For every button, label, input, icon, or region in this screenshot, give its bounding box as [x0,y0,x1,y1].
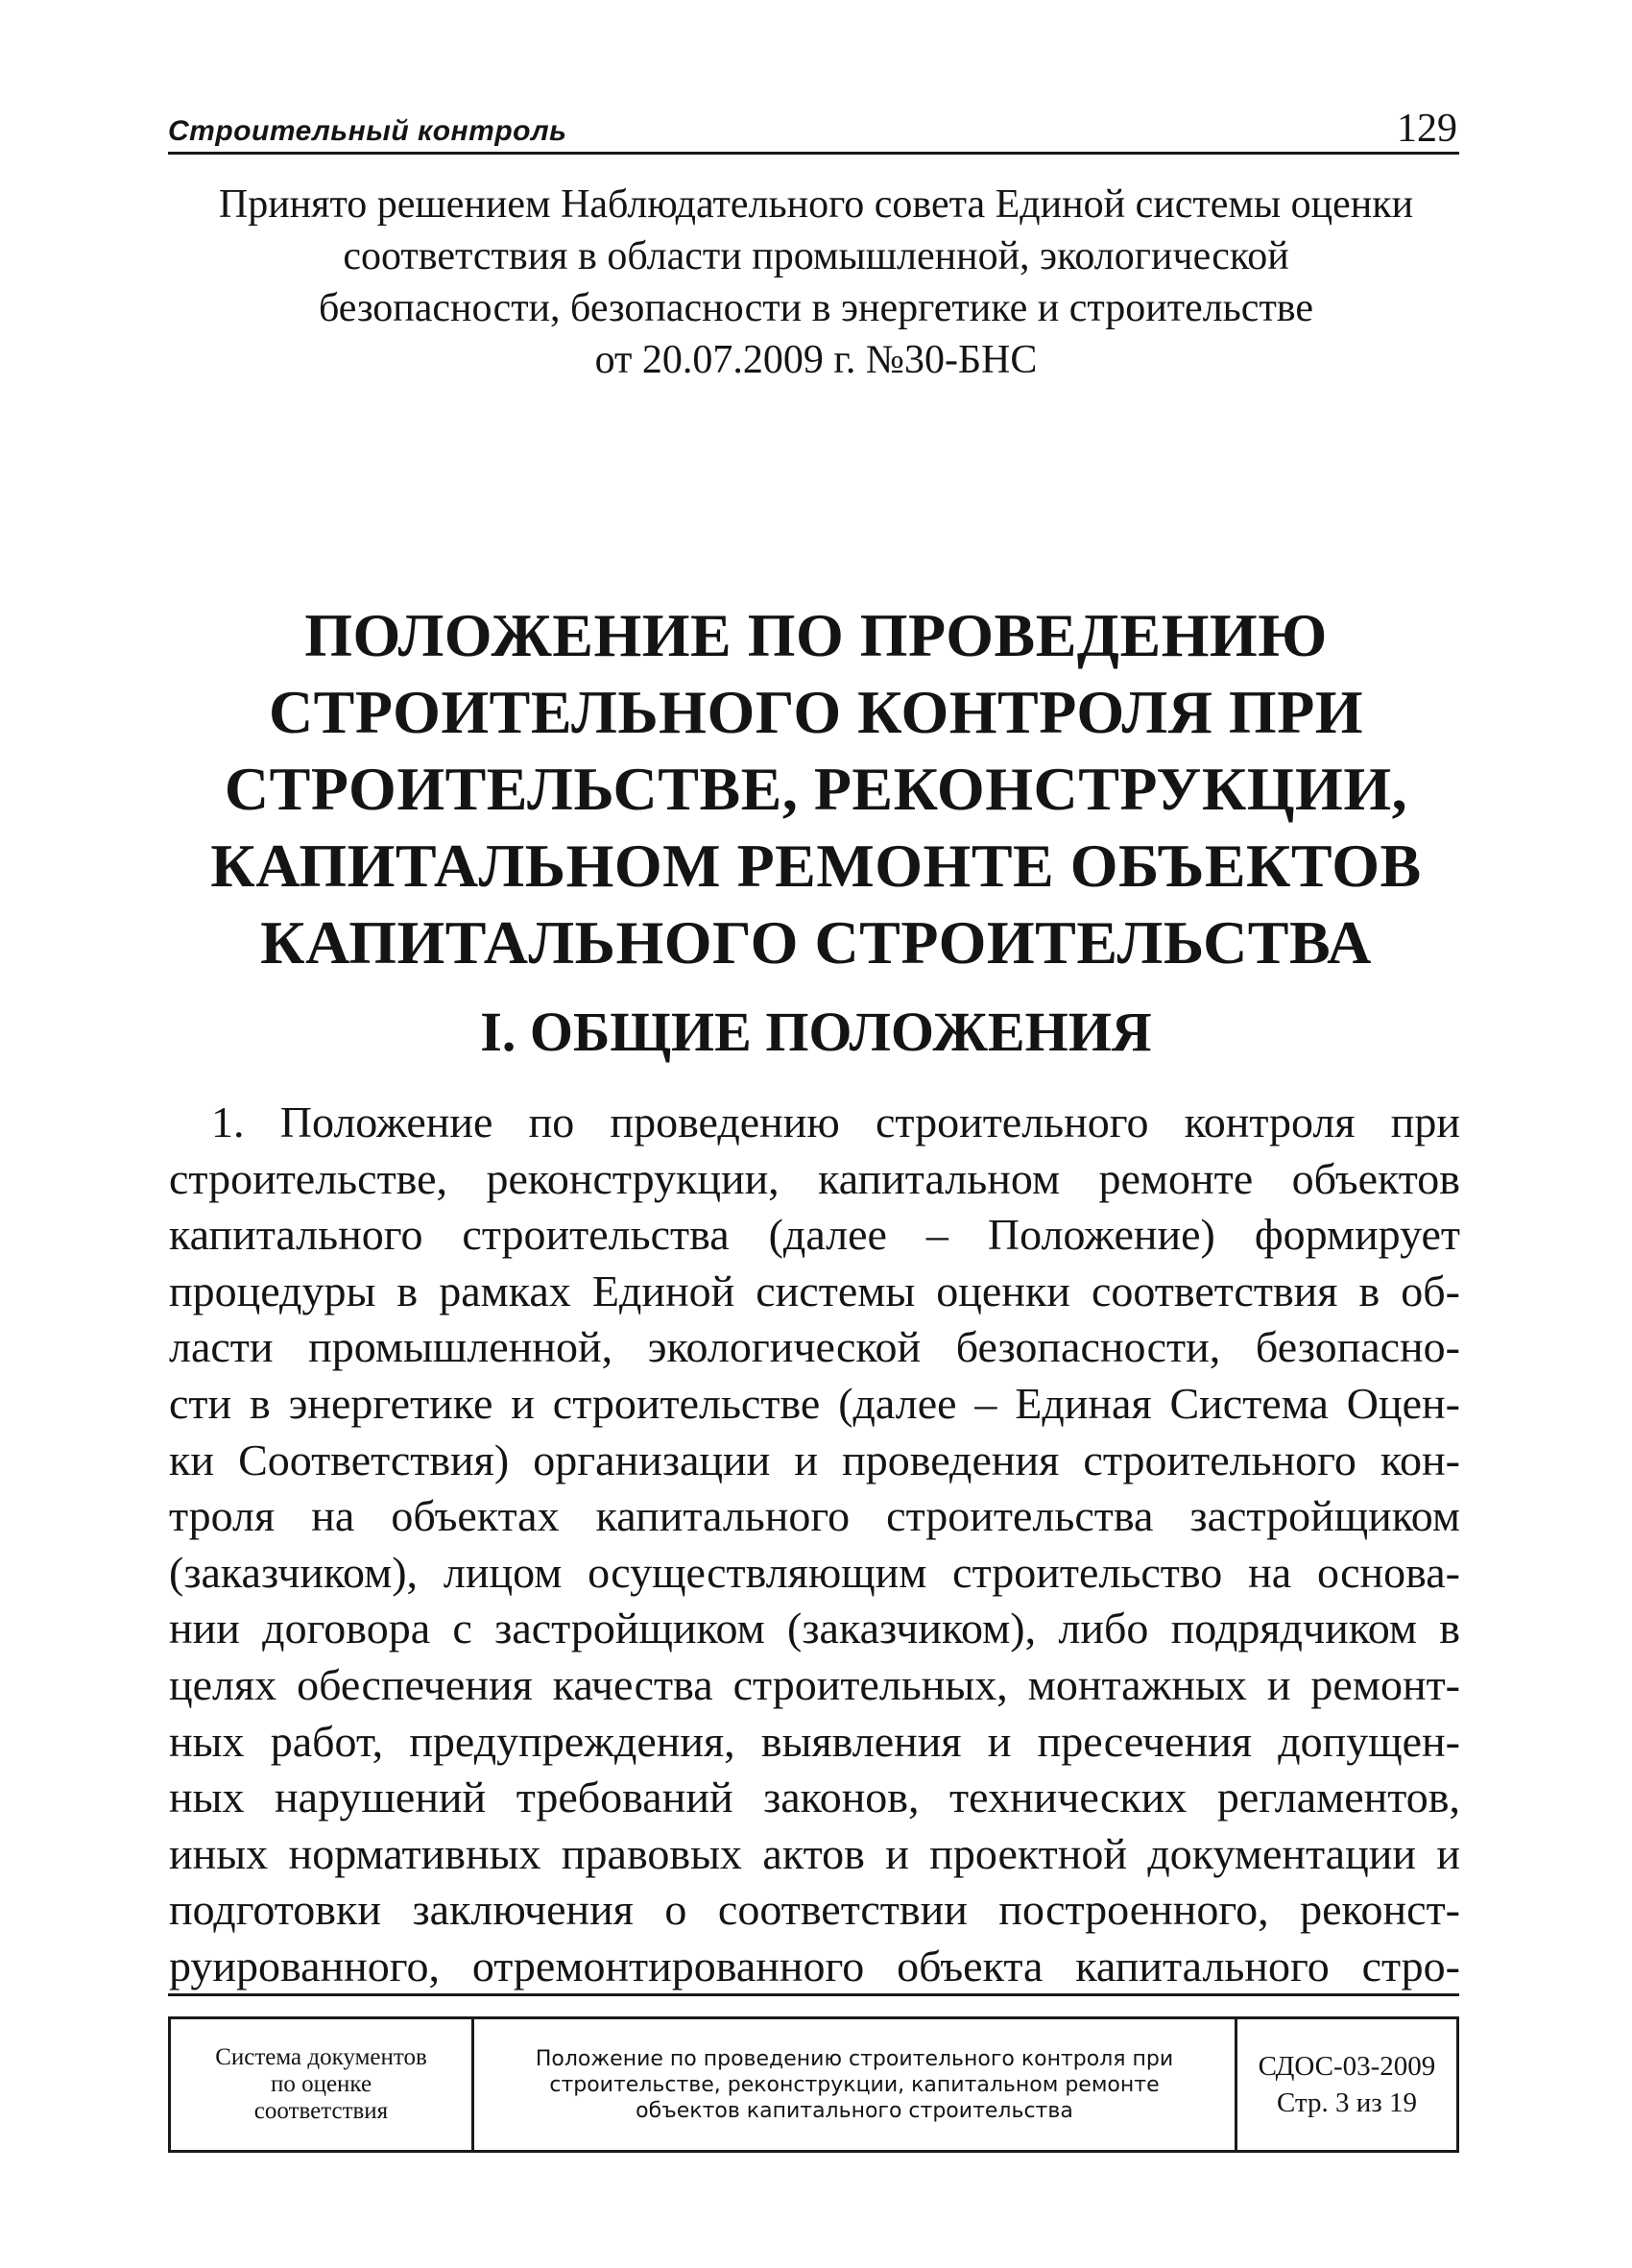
adoption-line: соответствия в области промышленной, экологической [343,234,1289,278]
footer-text: Система документов [215,2044,427,2070]
document-title [144,597,1488,981]
footer-text: по оценке [270,2071,372,2097]
adoption-line: Принято решением Наблюдательного совета Единой системы оценки [218,182,1414,227]
body-line: капитального строительства (далее – Положение) формирует [169,1210,1460,1260]
footer-cell-code [1237,2019,1456,2150]
body-line: строительстве, реконструкции, капитальном ремонте объектов [169,1153,1460,1203]
adoption-line: от 20.07.2009 г. №30-БНС [594,338,1038,382]
body-line: 1. Положение по проведению строительного контроля при [211,1098,1460,1146]
title-line: СТРОИТЕЛЬСТВЕ, РЕКОНСТРУКЦИИ, [224,755,1408,823]
adoption-note [144,179,1488,386]
body-line: руированного, отремонтированного объекта капитального стро- [169,1941,1460,1991]
running-title: Строительный контроль [168,115,567,147]
title-line: КАПИТАЛЬНОМ РЕМОНТЕ ОБЪЕКТОВ [210,832,1422,900]
running-header [168,104,1459,155]
body-line: ласти промышленной, экологической безопасности, безопасно- [169,1322,1460,1372]
adoption-line: безопасности, безопасности в энергетике и строительстве [318,286,1314,330]
body-line: иных нормативных правовых актов и проектной документации и [169,1828,1460,1878]
footer-text: объектов капитального строительства [636,2098,1073,2123]
body-line: сти в энергетике и строительстве (далее – Единая Система Оцен- [169,1378,1460,1428]
body-line: (заказчиком), лицом осуществляющим строительство на основа- [169,1547,1460,1597]
footer-divider [168,1993,1459,1996]
footer-cell-title [474,2019,1237,2150]
footer-cell-system [171,2019,474,2150]
title-line: СТРОИТЕЛЬНОГО КОНТРОЛЯ ПРИ [268,678,1364,746]
body-line: ки Соответствия) организации и проведения строительного кон- [169,1435,1460,1484]
body-line: подготовки заключения о соответствии построенного, реконст- [169,1885,1460,1935]
body-line: процедуры в рамках Единой системы оценки соответствия в об- [169,1266,1460,1315]
section-heading: I. ОБЩИЕ ПОЛОЖЕНИЯ [480,1001,1152,1063]
body-line: ных нарушений требований законов, технических регламентов, [169,1773,1460,1822]
title-line: ПОЛОЖЕНИЕ ПО ПРОВЕДЕНИЮ [304,601,1328,669]
body-line: нии договора с застройщиком (заказчиком), либо подрядчиком в [169,1604,1460,1653]
footer-text: строительстве, реконструкции, капитальном ремонте [549,2072,1160,2097]
body-line: целях обеспечения качества строительных, монтажных и ремонт- [169,1659,1460,1709]
body-line: ных работ, предупреждения, выявления и пресечения допущен- [169,1716,1460,1766]
footer-text: Стр. 3 из 19 [1277,2087,1417,2118]
title-line: КАПИТАЛЬНОГО СТРОИТЕЛЬСТВА [260,908,1372,977]
body-paragraph [169,1095,1460,1995]
page-number: 129 [1397,107,1457,151]
body-line: троля на объектах капитального строительства застройщиком [169,1491,1460,1541]
footer-text: СДОС-03-2009 [1258,2051,1436,2082]
footer-text: соответствия [253,2098,389,2124]
footer-text: Положение по проведению строительного контроля при [535,2046,1174,2071]
footer-table [168,2016,1459,2153]
